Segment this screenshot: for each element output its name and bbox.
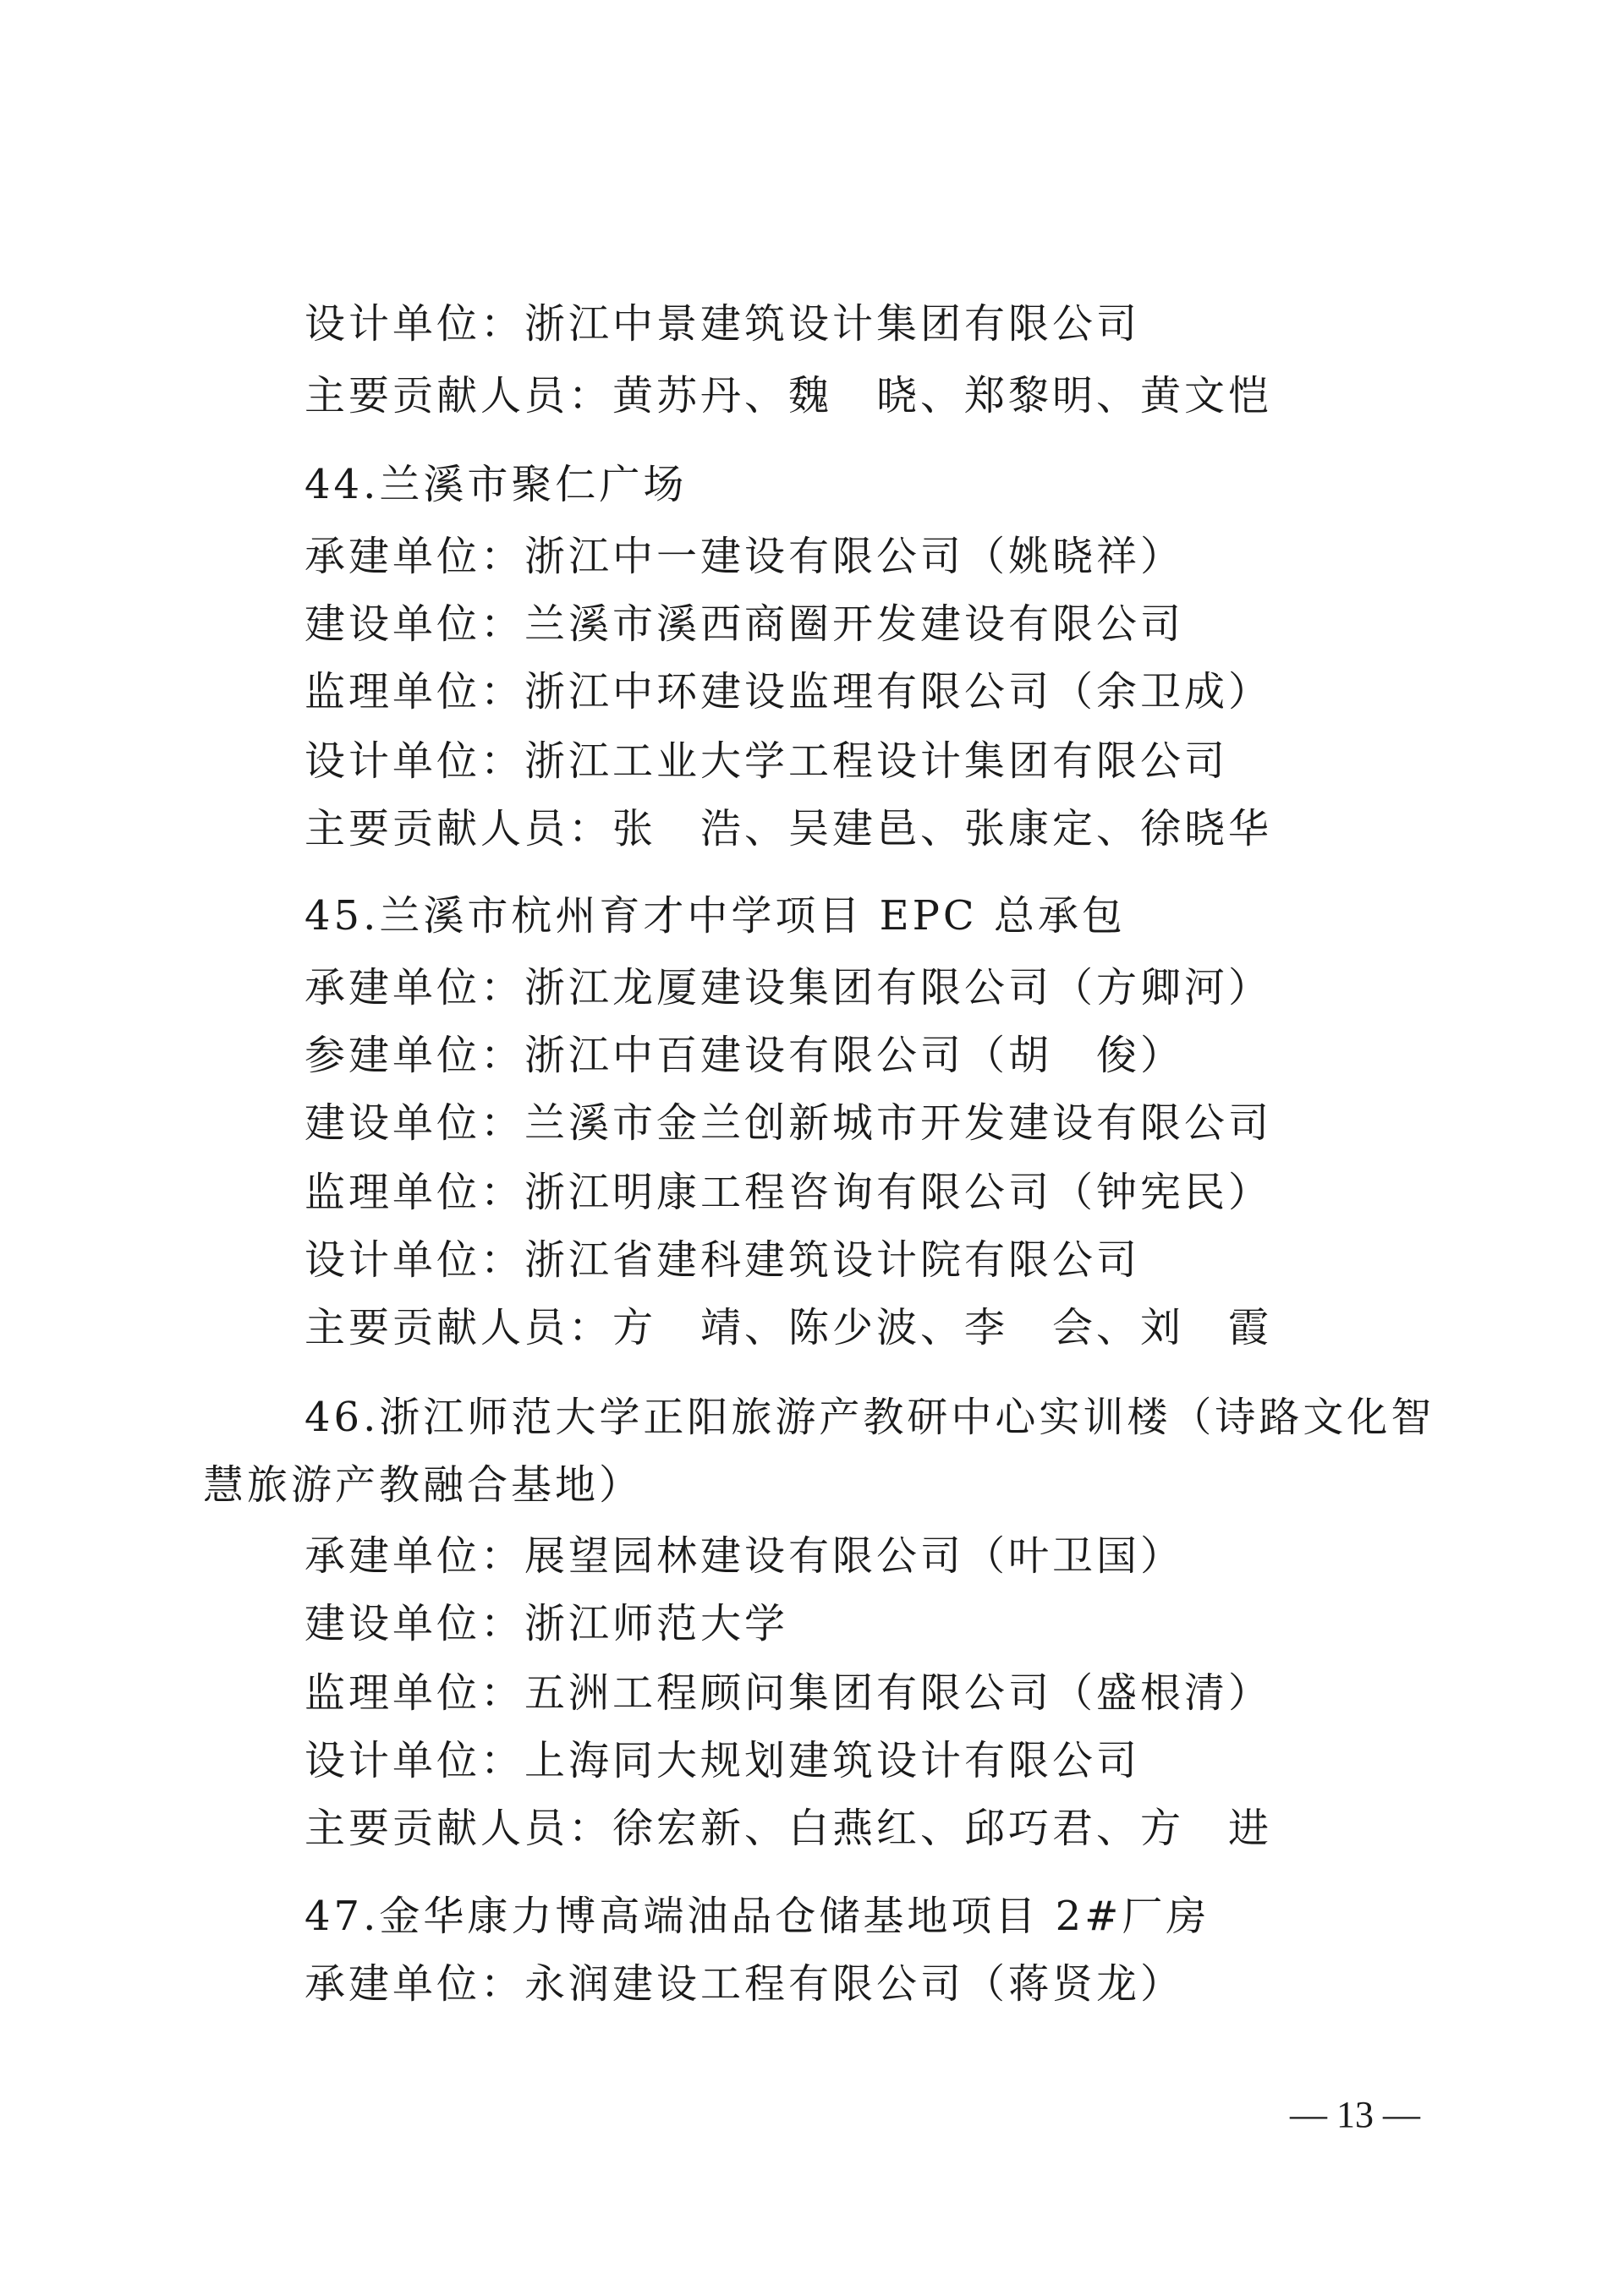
contractor-line: 承建单位：浙江龙厦建设集团有限公司（方卿河） <box>304 964 1273 1011</box>
client-line: 建设单位：兰溪市溪西商圈开发建设有限公司 <box>304 600 1185 648</box>
contributors-line: 主要贡献人员：方 靖、陈少波、李 会、刘 霞 <box>304 1304 1273 1351</box>
design-unit-line: 设计单位：浙江省建科建筑设计院有限公司 <box>304 1236 1141 1284</box>
supervisor-line: 监理单位：浙江明康工程咨询有限公司（钟宪民） <box>304 1169 1273 1216</box>
supervisor-line: 监理单位：浙江中环建设监理有限公司（余卫成） <box>304 668 1273 715</box>
client-line: 建设单位：浙江师范大学 <box>304 1600 789 1647</box>
contributors-line: 主要贡献人员：黄苏丹、魏 晓、郑黎明、黄文恺 <box>304 372 1273 419</box>
contractor-line: 承建单位：永润建设工程有限公司（蒋贤龙） <box>304 1960 1185 2008</box>
page-number: — 13 — <box>1290 2094 1420 2135</box>
design-unit-line: 设计单位：浙江中景建筑设计集团有限公司 <box>304 300 1141 348</box>
project-title-46: 46.浙江师范大学正阳旅游产教研中心实训楼（诗路文化智 <box>304 1394 1435 1441</box>
contributors-line: 主要贡献人员：张 浩、吴建邑、张康定、徐晓华 <box>304 805 1273 852</box>
project-title-46-continued: 慧旅游产教融合基地） <box>203 1461 644 1509</box>
client-line: 建设单位：兰溪市金兰创新城市开发建设有限公司 <box>304 1099 1273 1147</box>
design-unit-line: 设计单位：上海同大规划建筑设计有限公司 <box>304 1737 1141 1784</box>
design-unit-line: 设计单位：浙江工业大学工程设计集团有限公司 <box>304 737 1229 785</box>
contractor-line: 承建单位：浙江中一建设有限公司（姚晓祥） <box>304 533 1185 580</box>
contractor-line: 承建单位：展望园林建设有限公司（叶卫国） <box>304 1532 1185 1580</box>
participant-line: 参建单位：浙江中百建设有限公司（胡 俊） <box>304 1032 1185 1079</box>
supervisor-line: 监理单位：五洲工程顾问集团有限公司（盛根清） <box>304 1669 1273 1717</box>
project-title-45: 45.兰溪市杭州育才中学项目 EPC 总承包 <box>304 892 1126 940</box>
project-title-47: 47.金华康力博高端油品仓储基地项目 2#厂房 <box>304 1893 1210 1940</box>
contributors-line: 主要贡献人员：徐宏新、白燕红、邱巧君、方 进 <box>304 1805 1273 1852</box>
project-title-44: 44.兰溪市聚仁广场 <box>304 461 688 508</box>
